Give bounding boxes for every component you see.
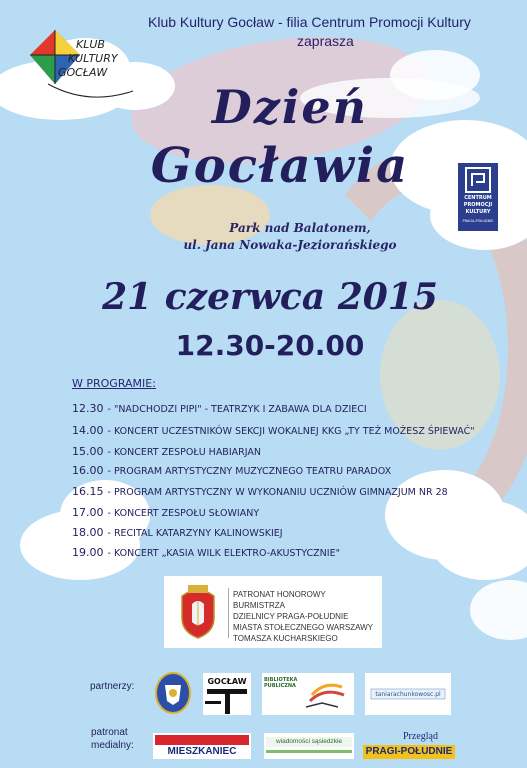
- program-text: - "NADCHODZI PIPI" - TEATRZYK I ZABAWA DLA DZIECI: [107, 404, 367, 415]
- program-text: - PROGRAM ARTYSTYCZNY MUZYCZNEGO TEATRU PARADOX: [107, 466, 392, 477]
- patronage-line: PATRONAT HONOROWY BURMISTRZA: [233, 590, 326, 610]
- program-text: - KONCERT ZESPOŁU SŁOWIANY: [107, 508, 260, 519]
- partner-logo: [154, 671, 192, 715]
- program-time: 19.00: [72, 546, 104, 559]
- program-time: 12.30: [72, 402, 104, 415]
- patronage-separator: [228, 588, 229, 638]
- event-hours: 12.30-20.00: [175, 329, 365, 362]
- program-text: - KONCERT UCZESTNIKÓW SEKCJI WOKALNEJ KKG „TY TEŻ MOŻESZ ŚPIEWAĆ": [107, 426, 475, 437]
- kite-tail-icon: [28, 76, 138, 106]
- logo-text-line: CENTRUM: [464, 195, 492, 201]
- media-logo-text: wiadomości sąsiedzkie: [275, 738, 343, 745]
- program-time: 17.00: [72, 506, 104, 519]
- patronage-text: [233, 589, 379, 644]
- media-logo-text: Przegląd: [403, 731, 438, 742]
- media-logo: [363, 731, 455, 761]
- program-item: [72, 402, 367, 415]
- program-time: 15.00: [72, 445, 104, 458]
- klub-kultury-goclaw-logo: [28, 28, 138, 108]
- media-logo-text: PRAGI-POŁUDNIE: [365, 746, 453, 757]
- patronage-line: MIASTA STOŁECZNEGO WARSZAWY: [233, 623, 374, 632]
- program-time: 14.00: [72, 424, 104, 437]
- program-heading: W PROGRAMIE:: [72, 377, 156, 390]
- header-invite: zaprasza: [297, 33, 354, 49]
- partner-logo-text: taniarachunkowosc.pl: [375, 691, 441, 698]
- media-logo: [264, 733, 354, 759]
- logo-text-line: KULTURY: [68, 52, 118, 65]
- warsaw-coat-of-arms-icon: [176, 582, 220, 640]
- event-place-line2: ul. Jana Nowaka-Jeziorańskiego: [183, 238, 397, 252]
- centrum-promocji-kultury-logo: [458, 163, 498, 231]
- logo-text-line: PROMOCJI: [463, 202, 493, 208]
- program-item: [72, 445, 261, 458]
- program-time: 16.15: [72, 485, 104, 498]
- program-text: - KONCERT „KASIA WILK ELEKTRO-AKUSTYCZNIE": [107, 548, 340, 559]
- media-label-line1: patronat: [91, 727, 128, 738]
- partner-logo: [203, 673, 251, 715]
- program-item: [72, 546, 340, 559]
- cpk-logo-icon: [458, 166, 498, 196]
- patronage-line: TOMASZA KUCHARSKIEGO: [233, 634, 338, 643]
- program-time: 18.00: [72, 526, 104, 539]
- program-item: [72, 464, 391, 477]
- partner-logo-text: GOCŁAW: [207, 677, 247, 686]
- program-item: [72, 424, 475, 437]
- event-title-line1: Dzień: [211, 80, 369, 134]
- swirl-decoration: [150, 185, 270, 245]
- event-title-line2: Gocławia: [150, 138, 410, 194]
- media-label-line2: medialny:: [91, 740, 134, 751]
- partners-label: partnerzy:: [90, 681, 135, 692]
- cloud: [470, 580, 527, 640]
- partner-logo-text: BIBLIOTEKA PUBLICZNA: [264, 677, 298, 689]
- program-time: 16.00: [72, 464, 104, 477]
- program-text: - RECITAL KATARZYNY KALINOWSKIEJ: [107, 528, 283, 539]
- event-date: 21 czerwca 2015: [102, 276, 438, 318]
- partner-logo: [262, 673, 354, 715]
- cloud: [430, 500, 527, 580]
- school-crest-icon: [154, 671, 192, 715]
- program-item: [72, 506, 259, 519]
- patronage-line: DZIELNICY PRAGA-POŁUDNIE: [233, 612, 349, 621]
- logo-text-line: PRAGA-POŁUDNIE: [462, 219, 494, 223]
- wiadomosci-logo-icon: [264, 733, 354, 759]
- media-logo: [153, 733, 251, 759]
- program-item: [72, 526, 283, 539]
- header-organizer: Klub Kultury Gocław - filia Centrum Promocji Kultury: [148, 14, 471, 30]
- logo-text-line: GOCŁAW: [58, 66, 108, 79]
- partner-logo: [365, 673, 451, 715]
- logo-text-line: KLUB: [76, 38, 105, 51]
- program-item: [72, 485, 448, 498]
- media-logo-text: MIESZKANIEC: [167, 746, 237, 757]
- program-text: - KONCERT ZESPOŁU HABIARJAN: [107, 447, 261, 458]
- logo-text-line: KULTURY: [465, 209, 491, 215]
- program-text: - PROGRAM ARTYSTYCZNY W WYKONANIU UCZNIÓW GIMNAZJUM NR 28: [107, 487, 448, 498]
- event-place-line1: Park nad Balatonem,: [229, 221, 371, 235]
